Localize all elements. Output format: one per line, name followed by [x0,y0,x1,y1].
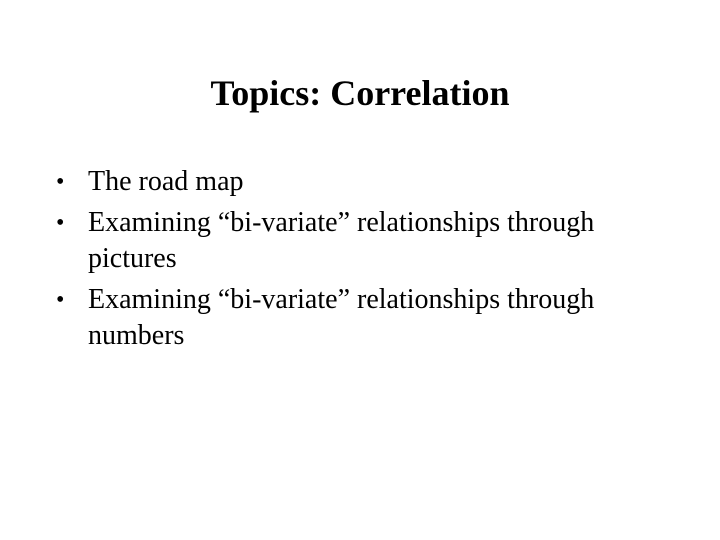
bullet-text: Examining “bi-variate” relationships through numbers [88,284,595,351]
bullet-dot-icon: • [56,169,65,195]
bullet-list [56,164,676,359]
bullet-text: The road map [88,166,244,197]
bullet-item [56,282,676,354]
bullet-item [56,164,676,200]
bullet-dot-icon: • [56,287,65,313]
slide-title: Topics: Correlation [210,73,510,113]
bullet-text: Examining “bi-variate” relationships through pictures [88,207,595,274]
bullet-dot-icon: • [56,210,65,236]
bullet-item [56,205,676,277]
